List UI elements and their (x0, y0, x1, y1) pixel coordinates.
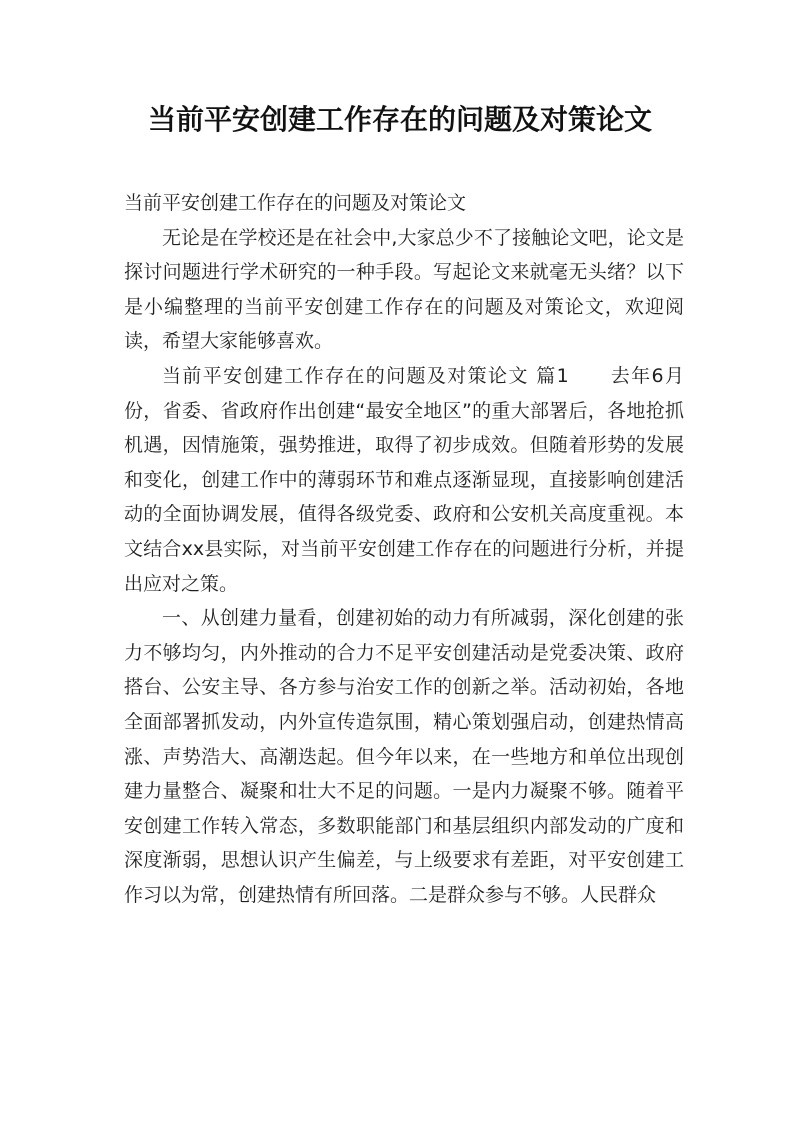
section-paragraph: 当前平安创建工作存在的问题及对策论文 篇1 去年6月份，省委、省政府作出创建“最安全地区”的重大部署后，各地抢抓机遇，因情施策，强势推进，取得了初步成效。但随着形势的发展和变化，创建工作中的薄弱环节和难点逐渐显现，直接影响创建活动的全面协调发展，值得各级党委、政府和公安机关高度重视。本文结合xx县实际，对当前平安创建工作存在的问题进行分析，并提出应对之策。 (124, 364, 684, 595)
document-title: 当前平安创建工作存在的问题及对策论文 (147, 103, 652, 136)
subtitle-paragraph: 当前平安创建工作存在的问题及对策论文 (124, 192, 467, 214)
intro-paragraph: 无论是在学校还是在社会中,大家总少不了接触论文吧，论文是探讨问题进行学术研究的一种手段。写起论文来就毫无头绪？以下是小编整理的当前平安创建工作存在的问题及对策论文，欢迎阅读，希望大家能够喜欢。 (124, 226, 684, 353)
document-body (124, 186, 684, 912)
body-paragraph: 一、从创建力量看，创建初始的动力有所减弱，深化创建的张力不够均匀，内外推动的合力不足平安创建活动是党委决策、政府搭台、公安主导、各方参与治安工作的创新之举。活动初始，各地全面部署抓发动，内外宣传造氛围，精心策划强启动，创建热情高涨、声势浩大、高潮迭起。但今年以来，在一些地方和单位出现创建力量整合、凝聚和壮大不足的问题。一是内力凝聚不够。随着平安创建工作转入常态，多数职能部门和基层组织内部发动的广度和深度渐弱，思想认识产生偏差，与上级要求有差距，对平安创建工作习以为常，创建热情有所回落。二是群众参与不够。人民群众 (124, 607, 684, 906)
